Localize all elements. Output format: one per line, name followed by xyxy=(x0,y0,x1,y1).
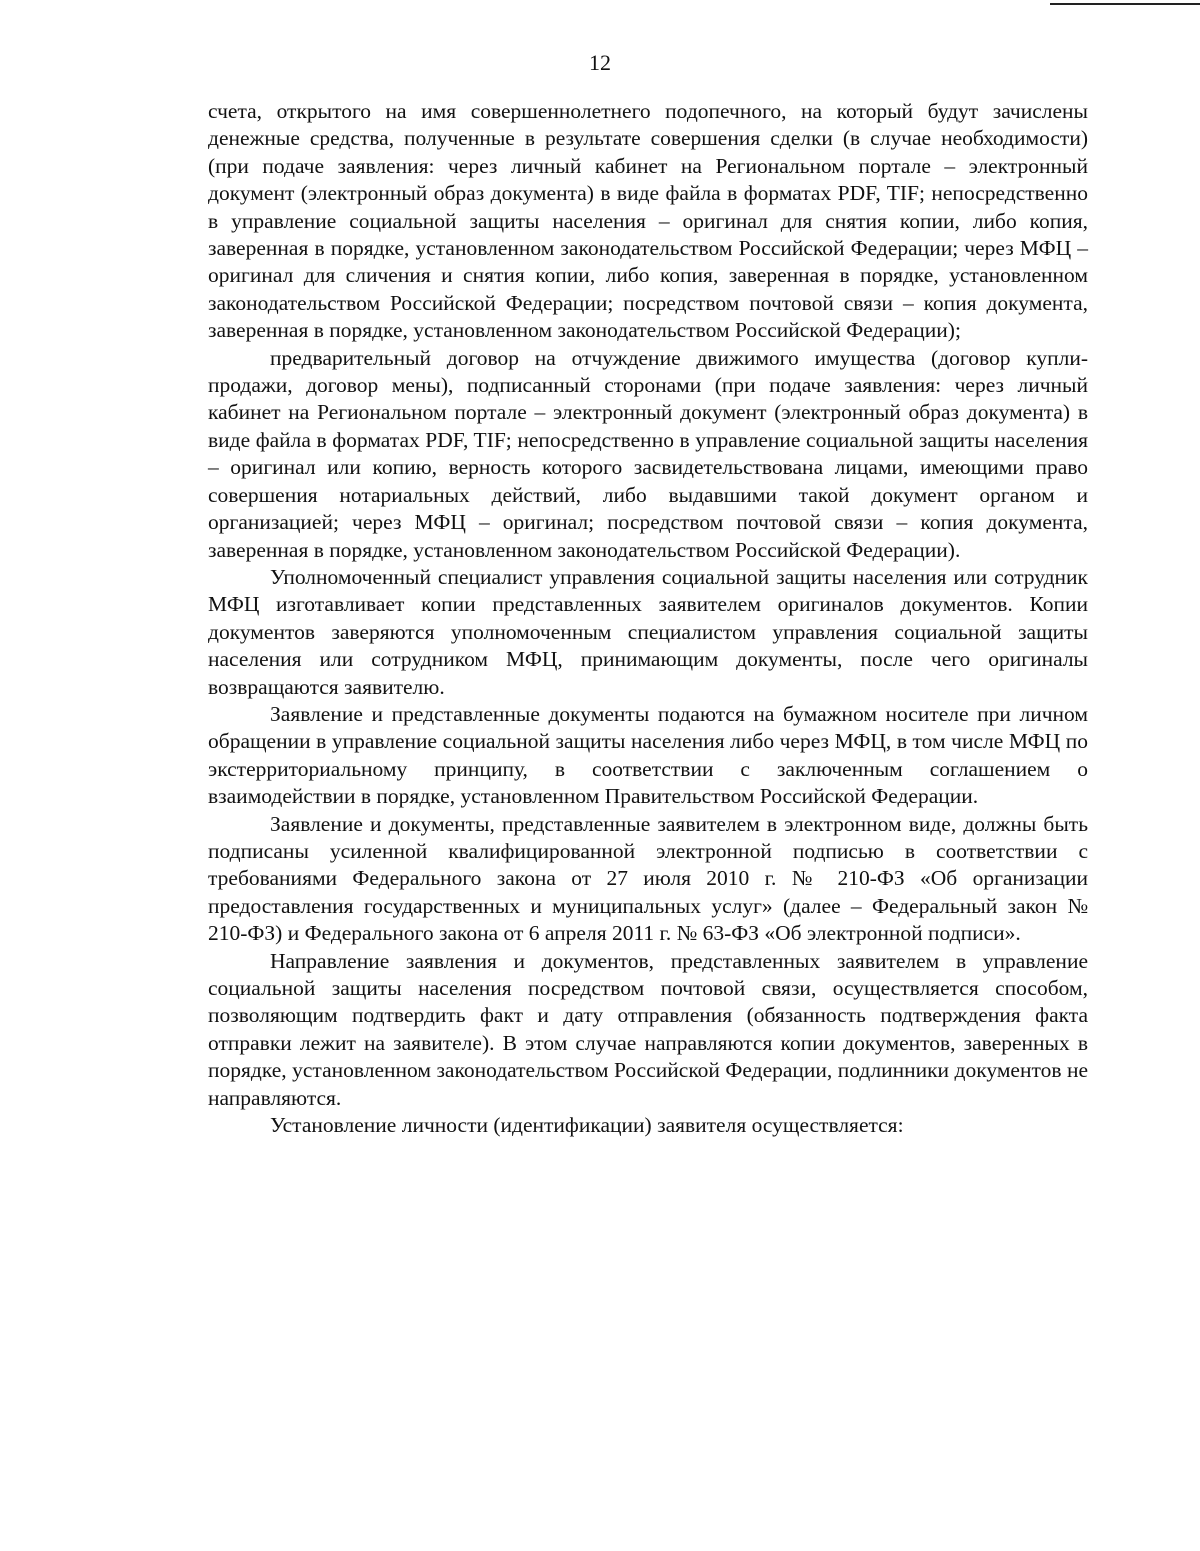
paragraph-authorized-specialist: Уполномоченный специалист управления социальной защиты населения или сотрудник МФЦ изготавливает копии представленных заявителем оригиналов документов. Копии документов заверяются уполномоченным специалистом управления социальной защиты населения или сотрудником МФЦ, принимающим документы, после чего оригиналы возвращаются заявителю. xyxy=(208,564,1088,699)
paragraph-identification: Установление личности (идентификации) заявителя осуществляется: xyxy=(270,1113,904,1138)
header-rule xyxy=(1050,3,1200,5)
paragraph-postal-submission: Направление заявления и документов, представленных заявителем в управление социальной защиты населения посредством почтовой связи, осуществляется способом, позволяющим подтвердить факт и дату отправления (обязанность подтверждения факта отправки лежит на заявителе). В этом случае направляются копии документов, заверенных в порядке, установленном законодательством Российской Федерации, подлинники документов не направляются. xyxy=(208,948,1088,1110)
paragraph-preliminary-contract: предварительный договор на отчуждение движимого имущества (договор купли-продажи, договор мены), подписанный сторонами (при подаче заявления: через личный кабинет на Региональном портале – электронный документ (электронный образ документа) в виде файла в форматах PDF, TIF; непосредственно в управление социальной защиты населения – оригинал или копию, верность которого засвидетельствована лицами, имеющими право совершения нотариальных действий, либо выдавшими такой документ органом и организацией; через МФЦ – оригинал; посредством почтовой связи – копия документа, заверенная в порядке, установленном законодательством Российской Федерации). xyxy=(208,345,1088,562)
document-body xyxy=(208,98,1088,1139)
page-number: 12 xyxy=(589,50,611,75)
paragraph-continuation: счета, открытого на имя совершеннолетнего подопечного, на который будут зачислены денежные средства, полученные в результате совершения сделки (в случае необходимости) (при подаче заявления: через личный кабинет на Региональном портале – электронный документ (электронный образ документа) в виде файла в форматах PDF, TIF; непосредственно в управление социальной защиты населения – оригинал для снятия копии, либо копия, заверенная в порядке, установленном законодательством Российской Федерации; через МФЦ – оригинал для сличения и снятия копии, либо копия, заверенная в порядке, установленном законодательством Российской Федерации; посредством почтовой связи – копия документа, заверенная в порядке, установленном законодательством Российской Федерации); xyxy=(208,99,1088,343)
paragraph-electronic-signature: Заявление и документы, представленные заявителем в электронном виде, должны быть подписаны усиленной квалифицированной электронной подписью в соответствии с требованиями Федерального закона от 27 июля 2010 г. № 210-ФЗ «Об организации предоставления государственных и муниципальных услуг» (далее – Федеральный закон № 210-ФЗ) и Федерального закона от 6 апреля 2011 г. № 63-ФЗ «Об электронной подписи». xyxy=(208,811,1088,946)
paragraph-paper-submission: Заявление и представленные документы подаются на бумажном носителе при личном обращении в управление социальной защиты населения либо через МФЦ, в том числе МФЦ по экстерриториальному принципу, в соответствии с заключенным соглашением о взаимодействии в порядке, установленном Правительством Российской Федерации. xyxy=(208,701,1088,809)
